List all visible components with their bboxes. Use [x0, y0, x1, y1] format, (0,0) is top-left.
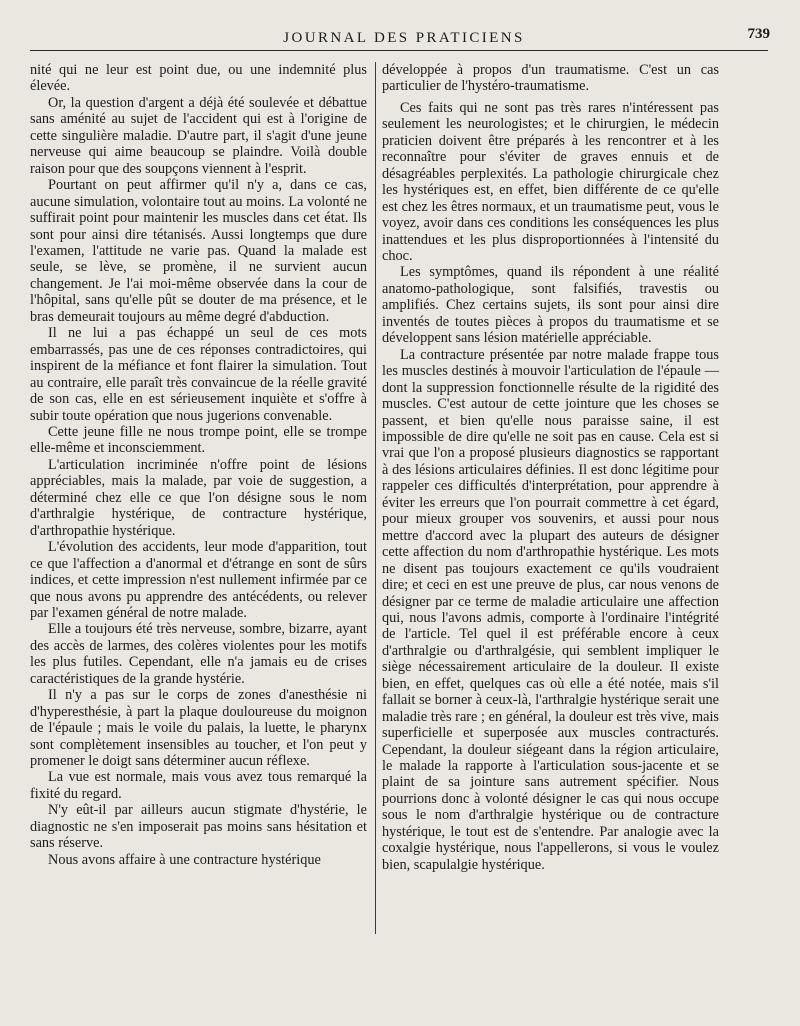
- left-column: [30, 62, 367, 868]
- paragraph: Les symptômes, quand ils répondent à une réalité anatomo-pathologique, sont falsifiés, travestis ou amplifiés. Chez certains sujets, ils sont pour ainsi dire inventés de toutes pièces à propos du traumatisme et se développent sans lésion matérielle appréciable.: [382, 264, 719, 347]
- paragraph: Elle a toujours été très nerveuse, sombre, bizarre, ayant des accès de larmes, des colères violentes pour les motifs les plus futiles. Cependant, elle n'a jamais eu de crises caractéristiques de la grande hystérie.: [30, 621, 367, 687]
- text-columns: [30, 62, 768, 952]
- column-divider: [375, 62, 376, 934]
- paragraph: développée à propos d'un traumatisme. C'est un cas particulier de l'hystéro-traumatisme.: [382, 62, 719, 95]
- paragraph: La vue est normale, mais vous avez tous remarqué la fixité du regard.: [30, 769, 367, 802]
- header-rule: [30, 50, 768, 51]
- right-column: [382, 62, 719, 873]
- paragraph: La contracture présentée par notre malade frappe tous les muscles destinés à mouvoir l'articulation de l'épaule — dont la suppression fonctionnelle résulte de la rigidité des muscles. C'est autour de cette jointure que les choses se passent, et bien qu'elle nous paraisse saine, il est impossible de dire qu'elle ne soit pas en cause. Cela est si vrai que l'on a proposé plusieurs diagnostics se rapportant à des lésions articulaires définies. Il est donc légitime pour rappeler ces difficultés d'interprétation, pour apprendre à éviter les erreurs que l'on pourrait commettre à cet égard, pour mieux grouper vos souvenirs, et aussi pour nous mettre d'accord avec la plupart des auteurs de désigner cette affection du nom d'arthropathie hystérique. Les mots ne disent pas toujours exactement ce qu'ils voudraient dire; et ceci en est une preuve de plus, car nous venons de désigner par ce terme de maladie articulaire une affection qui, nous l'avons admis, comporte à l'ordinaire l'intégrité de l'article. Tel quel il est préférable encore à ceux d'arthralgie ou d'arthralgésie, qui semblent impliquer le siège nécessairement articulaire de la douleur. Il existe bien, en effet, quelques cas où elle a été notée, mais s'il fallait se borner à ceux-là, l'arthralgie hystérique serait une maladie très rare ; en général, la douleur est très vive, mais superficielle et superposée aux muscles contracturés. Cependant, la douleur siégeant dans la région articulaire, le malade la rapporte à l'articulation sous-jacente et se plaint de sa jointure sans autrement spécifier. Nous pourrions donc à volonté désigner le cas qui nous occupe sous le nom d'arthralgie hystérique ou de contracture hystérique, le tout est de s'entendre. Par analogie avec la coxalgie hystérique, nous l'appellerons, si vous le voulez bien, scapulalgie hystérique.: [382, 346, 719, 873]
- page-header: [24, 26, 784, 50]
- running-title: JOURNAL DES PRATICIENS: [283, 30, 525, 46]
- paragraph: L'évolution des accidents, leur mode d'apparition, tout ce que l'affection a d'anormal et d'étrange en sont de sûrs indices, et cette impression n'est nullement infirmée par ce que nous avons pu apprendre des antécédents, ou relever par l'examen général de notre malade.: [30, 539, 367, 621]
- paragraph: Nous avons affaire à une contracture hystérique: [48, 851, 321, 868]
- page-number: 739: [747, 26, 770, 42]
- paragraph: Or, la question d'argent a déjà été soulevée et débattue sans aménité au sujet de l'accident qui est à l'origine de cette singulière maladie. D'autre part, il s'agit d'une jeune nerveuse qui aime beaucoup se plaindre. Voilà double raison pour que des soupçons viennent à l'esprit.: [30, 94, 367, 177]
- paragraph: Cette jeune fille ne nous trompe point, elle se trompe elle-même et inconsciemment.: [30, 423, 367, 457]
- paragraph: Il n'y a pas sur le corps de zones d'anesthésie ni d'hyperesthésie, à part la plaque douloureuse du moignon de l'épaule ; mais le voile du palais, la luette, le pharynx sont complètement insensibles au toucher, et l'on peut y promener le doigt sans déterminer aucun réflexe.: [30, 687, 367, 770]
- paragraph: Il ne lui a pas échappé un seul de ces mots embarrassés, pas une de ces réponses contradictoires, qui inspirent de la méfiance et font flairer la simulation. Tout au contraire, elle paraît très convaincue de la réelle gravité de son cas, elle en est sérieusement inquiète et s'offre à subir toute opération que nous jugerions convenable.: [30, 325, 367, 424]
- paragraph: Pourtant on peut affirmer qu'il n'y a, dans ce cas, aucune simulation, volontaire tout au moins. La volonté ne suffirait point pour maintenir les muscles dans cet état. Ils sont pour ainsi dire tétanisés. Aussi longtemps que dure l'examen, l'attitude ne varie pas. Quand la malade est seule, se lève, se promène, il ne survient aucun changement. Je l'ai moi-même observée dans la cour de l'hôpital, sans qu'elle pût se douter de ma présence, et le bras demeurait toujours au même degré d'abduction.: [30, 177, 367, 325]
- paragraph: L'articulation incriminée n'offre point de lésions appréciables, mais la malade, par voie de suggestion, a déterminé chez elle ce que l'on désigne sous le nom d'arthralgie hystérique, de contracture hystérique, d'arthropathie hystérique.: [30, 456, 367, 539]
- paragraph: N'y eût-il par ailleurs aucun stigmate d'hystérie, le diagnostic ne s'en imposerait pas moins sans hésitation et sans réserve.: [30, 802, 367, 852]
- paragraph: nité qui ne leur est point due, ou une indemnité plus élevée.: [30, 62, 367, 95]
- paragraph: Ces faits qui ne sont pas très rares n'intéressent pas seulement les neurologistes; et le chirurgien, le médecin praticien doivent être préparés à les rencontrer et à les reconnaître pour s'éviter de graves ennuis et de désagréables perplexités. La pathologie chirurgicale chez les hystériques est, en effet, bien différente de ce qu'elle est chez les êtres normaux, et un traumatisme peut, vous le voyez, avoir dans ces conditions les conséquences les plus inattendues et les plus disproportionnées à l'intensité du choc.: [382, 99, 719, 264]
